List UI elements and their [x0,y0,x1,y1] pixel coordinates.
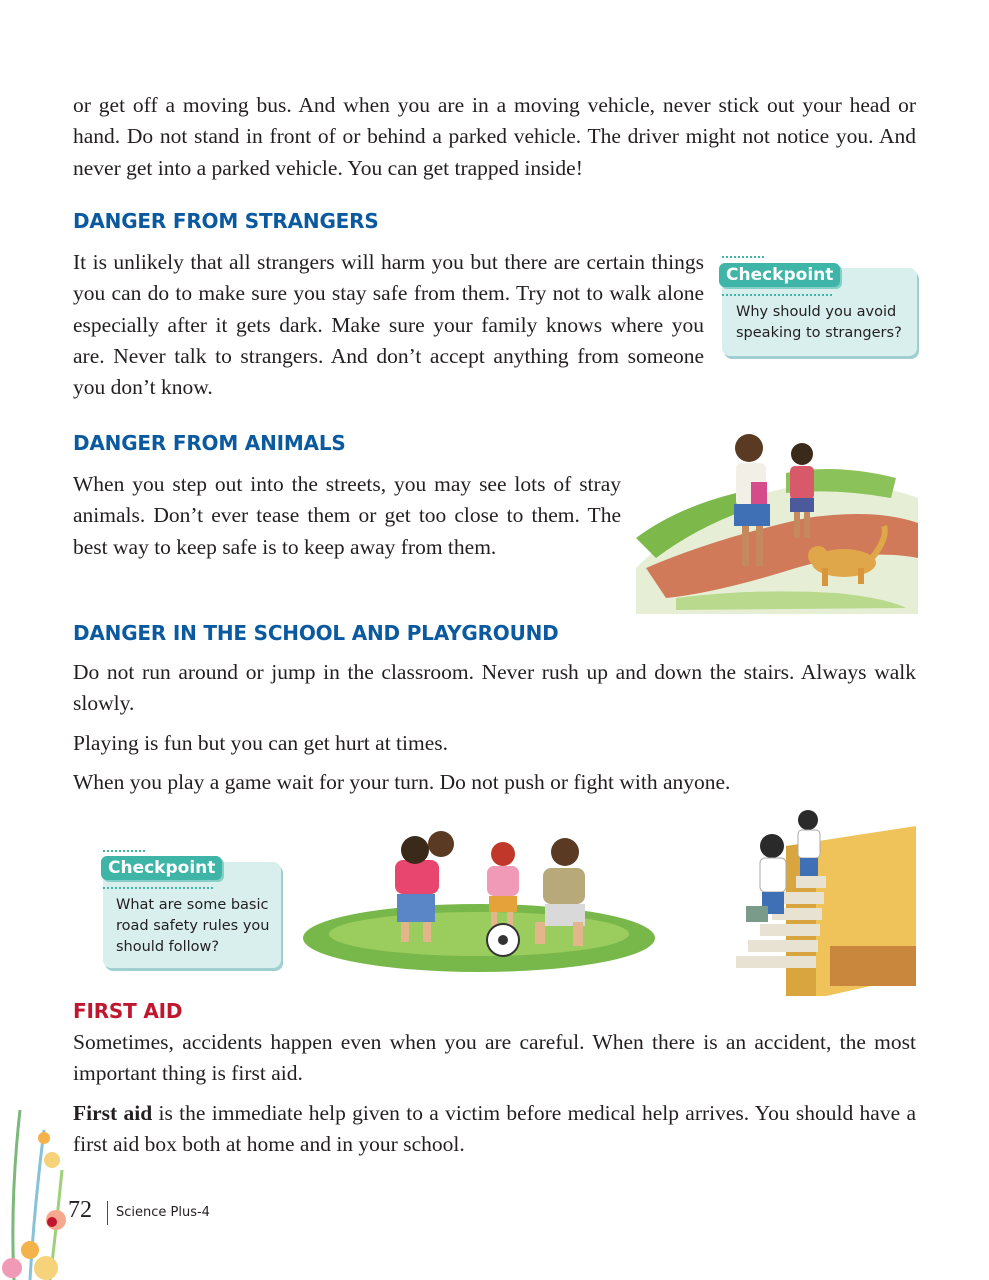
checkpoint-question: What are some basic road safety rules you should follow? [116,897,270,955]
checkpoint-question: Why should you avoid speaking to strangers? [736,304,902,341]
checkpoint-tag: Checkpoint [101,856,222,880]
boys-walking-with-dog-illustration [636,418,918,614]
school-paragraph-1: Do not run around or jump in the classroom. Never rush up and down the stairs. Always walk slowly. [73,660,916,716]
heading-danger-strangers: DANGER FROM STRANGERS [73,209,379,233]
heading-first-aid: FIRST AID [73,999,183,1023]
page-number: 72 [68,1197,92,1223]
school-paragraph-2: Playing is fun but you can get hurt at times. [73,731,449,755]
heading-danger-school: DANGER IN THE SCHOOL AND PLAYGROUND [73,621,559,645]
flower-border-illustration [0,1100,70,1280]
strangers-paragraph: It is unlikely that all strangers will harm you but there are certain things you can do to make sure you stay safe from them. Try not to walk alone especially after it gets dark. Make sure your family knows where you are. Never talk to strangers. And don’t accept anything from someone you don’t know. [73,250,704,400]
firstaid-paragraph-2 [73,1098,916,1161]
book-title: Science Plus-4 [116,1205,210,1220]
first-aid-definition: is the immediate help given to a victim before medical help arrives. You should have a first aid box both at home and in your school. [73,1101,916,1157]
first-aid-term: First aid [73,1101,153,1125]
firstaid-paragraph-1: Sometimes, accidents happen even when you are careful. When there is an accident, the most important thing is first aid. [73,1030,916,1086]
checkpoint-tag: Checkpoint [719,263,840,287]
footer-separator [107,1201,108,1225]
intro-paragraph: or get off a moving bus. And when you are in a moving vehicle, never stick out your head or hand. Do not stand in front of or behind a parked vehicle. The driver might not notice you. And never get into a parked vehicle. You can get trapped inside! [73,93,916,180]
animals-paragraph: When you step out into the streets, you may see lots of stray animals. Don’t ever tease them or get too close to them. The best way to keep safe is to keep away from them. [73,472,621,559]
children-playing-football-illustration [303,822,655,974]
school-paragraph-3: When you play a game wait for your turn. Do not push or fight with anyone. [73,770,731,794]
heading-danger-animals: DANGER FROM ANIMALS [73,431,346,455]
children-on-stairs-illustration [676,806,918,996]
